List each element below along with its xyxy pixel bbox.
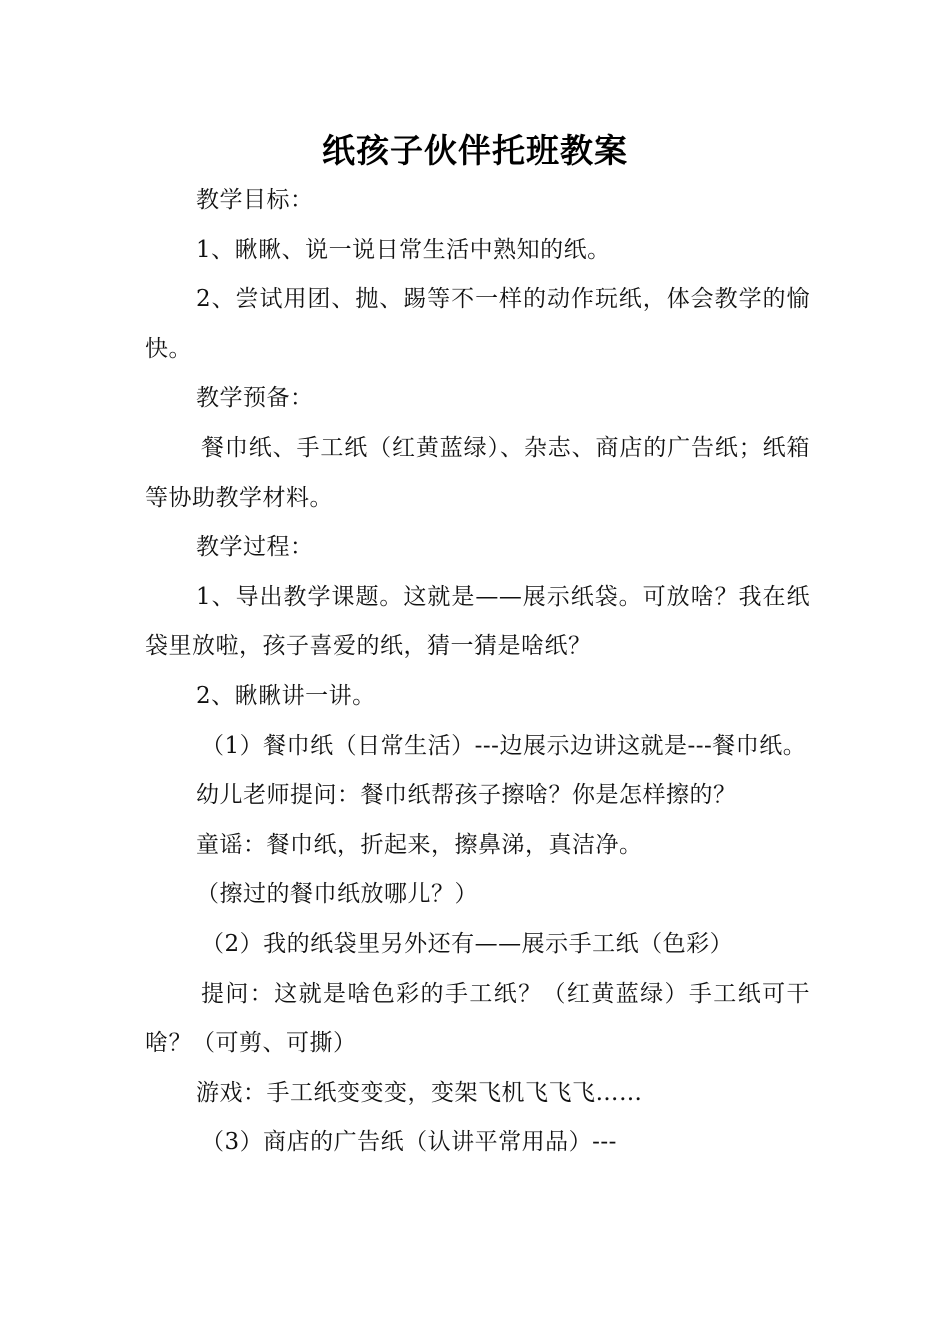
paragraph: 2、尝试用团、抛、踢等不一样的动作玩纸，体会教学的愉快。: [145, 286, 810, 362]
paragraph: 1、瞅瞅、说一说日常生活中熟知的纸。: [196, 236, 611, 263]
document-title: 纸孩子伙伴托班教案: [322, 131, 628, 170]
paragraph: 餐巾纸、手工纸（红黄蓝绿）、杂志、商店的广告纸；纸箱等协助教学材料。: [145, 434, 810, 511]
paragraph: （1）餐巾纸（日常生活）---边展示边讲这就是---餐巾纸。: [201, 732, 807, 759]
section-heading-objectives: 教学目标：: [196, 187, 314, 213]
section-heading-process: 教学过程：: [196, 534, 314, 561]
paragraph: （擦过的餐巾纸放哪儿？）: [196, 881, 478, 908]
section-heading-preparation: 教学预备：: [196, 385, 314, 412]
paragraph: 1、导出教学课题。这就是——展示纸袋。可放啥？我在纸袋里放啦，孩子喜爱的纸，猜一猜是啥纸？: [145, 583, 810, 660]
paragraph: 提问：这就是啥色彩的手工纸？（红黄蓝绿）手工纸可干啥？（可剪、可撕）: [145, 980, 810, 1057]
paragraph: 游戏：手工纸变变变，变架飞机飞飞飞……: [196, 1079, 643, 1106]
paragraph: 2、瞅瞅讲一讲。: [196, 682, 376, 709]
paragraph: （2）我的纸袋里另外还有——展示手工纸（色彩）: [201, 930, 734, 957]
paragraph: 幼儿老师提问：餐巾纸帮孩子擦啥？你是怎样擦的？: [196, 782, 737, 809]
paragraph: （3）商店的广告纸（认讲平常用品）---: [201, 1129, 617, 1156]
document-body: [145, 176, 810, 1168]
paragraph: 童谣：餐巾纸，折起来，擦鼻涕，真洁净。: [196, 831, 643, 858]
